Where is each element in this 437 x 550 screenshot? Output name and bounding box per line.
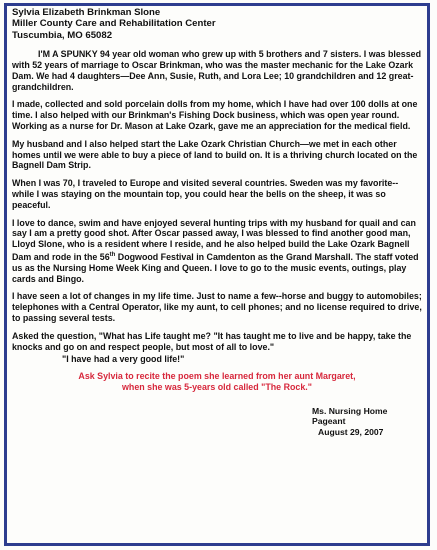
city-line: Tuscumbia, MO 65082 bbox=[12, 29, 113, 41]
paragraph-question: Asked the question, "What has Life taught me? "It has taught me to live and be happy, take the knocks and go on and respect people, but most of all to love." bbox=[12, 330, 412, 352]
signature-date: August 29, 2007 bbox=[318, 426, 384, 437]
document-content bbox=[12, 7, 422, 437]
poem-note-line-1: Ask Sylvia to recite the poem she learned from her aunt Margaret, bbox=[78, 371, 356, 382]
paragraph-intro: I'M A SPUNKY 94 year old woman who grew up with 5 brothers and 7 sisters. I was blessed with 52 years of marriage to Oscar Brinkman, who was the master mechanic for the Lake Ozark Dam. We had 4 daughters—Dee Ann, Susie, Ruth, and Lora Lee; 10 grandchildren and 12 great-grandchildren. bbox=[12, 49, 422, 92]
paragraph-dance bbox=[12, 218, 422, 285]
dance-ordinal: th bbox=[109, 251, 116, 258]
paragraph-changes: I have seen a lot of changes in my life time. Just to name a few--horse and buggy to automobiles; telephones with a Central Operator, like my aunt, to cell phones; and no license required to drive, to passing several tests. bbox=[12, 291, 422, 323]
dance-text-before: I love to dance, swim and have enjoyed several hunting trips with my husband for quail and can say I am a pretty good shot. After Oscar passed away, I was blessed to find another good man, Lloyd Slone, who is a resident where I reside, and he also helped build the Lake Ozark Bagnell Dam and rode in the 56 bbox=[12, 217, 416, 262]
paragraph-church: My husband and I also helped start the Lake Ozark Christian Church—we met in each other homes until we were able to buy a piece of land to build on. It is a thriving church located on the Bagnell Dam Strip. bbox=[12, 138, 418, 171]
address-header bbox=[12, 7, 422, 41]
poem-note bbox=[12, 371, 422, 393]
facility-name: Miller County Care and Rehabilitation Center bbox=[12, 18, 216, 30]
dance-text-after: Dogwood Festival in Camdenton as the Grand Marshall. The staff voted us as the Nursing Home Week King and Queen. I love to go to the music events, outings, play cards and Bingo. bbox=[12, 251, 419, 284]
paragraph-travel: When I was 70, I traveled to Europe and visited several countries. Sweden was my favorite-- while I was staying on the mountain top, you could hear the bells on the sheep, it was so peaceful. bbox=[12, 178, 399, 210]
quote-good-life: "I have had a very good life!" bbox=[62, 354, 185, 365]
pageant-title: Ms. Nursing Home Pageant bbox=[312, 405, 388, 427]
paragraph-dolls: I made, collected and sold porcelain dolls from my home, which I have had over 100 dolls at one time. I also helped with our Brinkman's Fishing Dock business, which was open year round. Working as a nurse for Dr. Mason at Lake Ozark, gave me an appreciation for the medical field. bbox=[12, 99, 418, 131]
person-name: Sylvia Elizabeth Brinkman Slone bbox=[12, 7, 161, 18]
signature-block bbox=[12, 406, 422, 437]
poem-note-line-2: when she was 5-years old called "The Rock." bbox=[122, 381, 312, 392]
